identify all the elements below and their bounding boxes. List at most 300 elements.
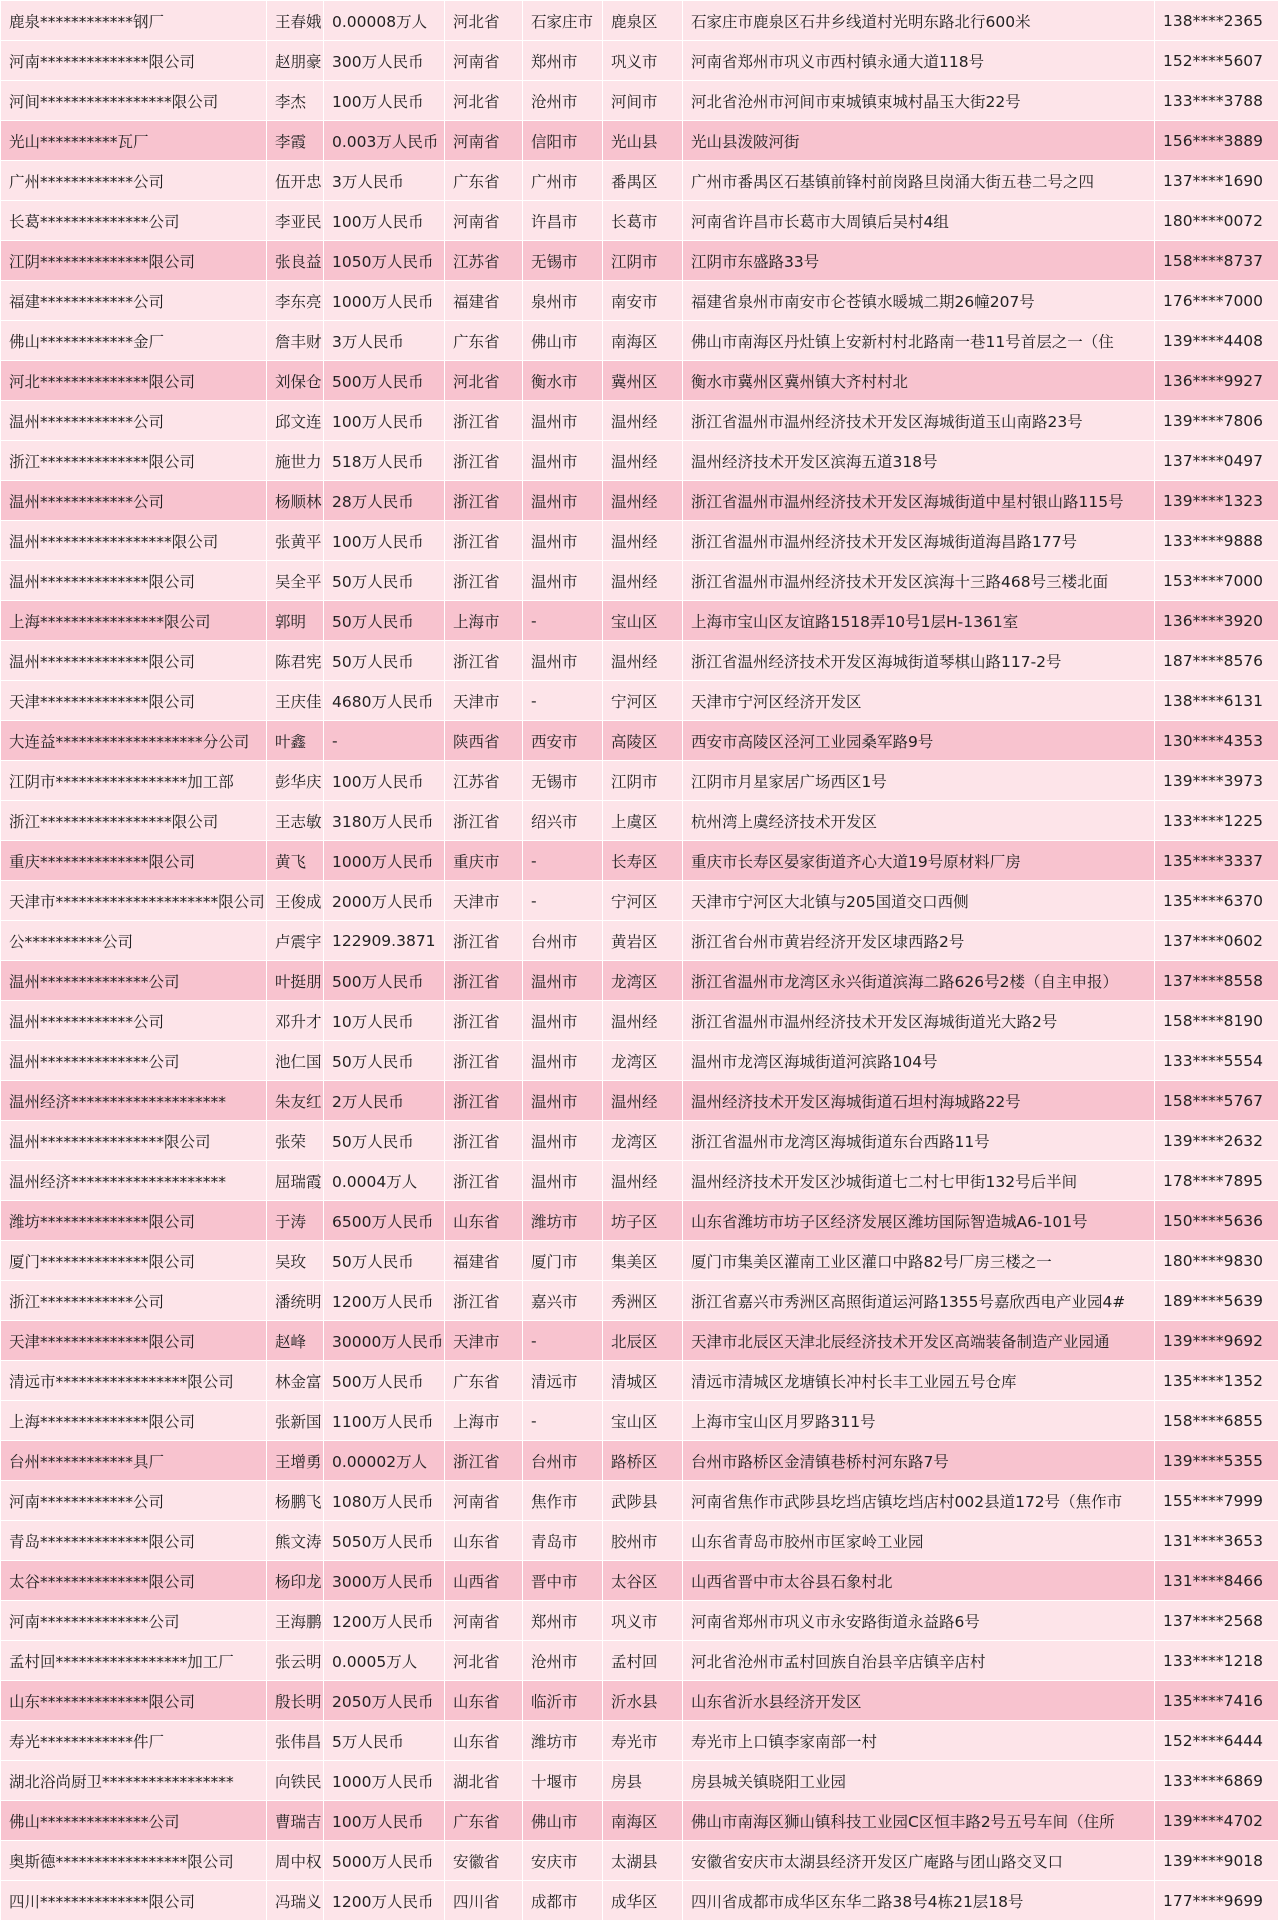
district-cell: 温州经 (603, 641, 683, 681)
address-cell: 浙江省温州经济技术开发区海城街道琴棋山路117-2号 (683, 641, 1155, 681)
company-name-cell: 孟村回*****************加工厂 (1, 1641, 267, 1681)
company-name-cell: 长葛**************公司 (1, 201, 267, 241)
phone-cell: 133****1225 (1155, 801, 1279, 841)
city-cell: 温州市 (523, 561, 603, 601)
registered-capital-cell: 50万人民币 (324, 1241, 445, 1281)
company-name-cell: 潍坊**************限公司 (1, 1201, 267, 1241)
company-name-cell: 温州**************公司 (1, 961, 267, 1001)
phone-cell: 131****8466 (1155, 1561, 1279, 1601)
province-cell: 浙江省 (445, 401, 523, 441)
province-cell: 浙江省 (445, 441, 523, 481)
city-cell: 衡水市 (523, 361, 603, 401)
registered-capital-cell: 3万人民币 (324, 321, 445, 361)
district-cell: 温州经 (603, 481, 683, 521)
district-cell: 黄岩区 (603, 921, 683, 961)
province-cell: 陕西省 (445, 721, 523, 761)
province-cell: 广东省 (445, 321, 523, 361)
province-cell: 河南省 (445, 1601, 523, 1641)
registered-capital-cell: 0.00008万人 (324, 1, 445, 41)
legal-person-cell: 刘保仓 (267, 361, 324, 401)
registered-capital-cell: 2万人民币 (324, 1081, 445, 1121)
registered-capital-cell: 5050万人民币 (324, 1521, 445, 1561)
district-cell: 秀洲区 (603, 1281, 683, 1321)
table-row (1, 1401, 1279, 1441)
company-name-cell: 江阴市*****************加工部 (1, 761, 267, 801)
company-name-cell: 浙江************公司 (1, 1281, 267, 1321)
address-cell: 浙江省温州市温州经济技术开发区海城街道玉山南路23号 (683, 401, 1155, 441)
phone-cell: 153****7000 (1155, 561, 1279, 601)
company-name-cell: 河南**************限公司 (1, 41, 267, 81)
legal-person-cell: 王增勇 (267, 1441, 324, 1481)
table-row (1, 121, 1279, 161)
district-cell: 温州经 (603, 441, 683, 481)
company-name-cell: 广州************公司 (1, 161, 267, 201)
company-name-cell: 上海****************限公司 (1, 601, 267, 641)
table-row (1, 921, 1279, 961)
province-cell: 天津市 (445, 1321, 523, 1361)
legal-person-cell: 詹丰财 (267, 321, 324, 361)
city-cell: 温州市 (523, 961, 603, 1001)
city-cell: 绍兴市 (523, 801, 603, 841)
phone-cell: 139****3973 (1155, 761, 1279, 801)
city-cell: 无锡市 (523, 241, 603, 281)
table-row (1, 561, 1279, 601)
legal-person-cell: 曹瑞吉 (267, 1801, 324, 1841)
registered-capital-cell: 30000万人民币 (324, 1321, 445, 1361)
address-cell: 山东省青岛市胶州市匡家岭工业园 (683, 1521, 1155, 1561)
province-cell: 河南省 (445, 121, 523, 161)
table-row (1, 1801, 1279, 1841)
district-cell: 温州经 (603, 561, 683, 601)
city-cell: 温州市 (523, 481, 603, 521)
phone-cell: 136****9927 (1155, 361, 1279, 401)
address-cell: 衡水市冀州区冀州镇大齐村村北 (683, 361, 1155, 401)
city-cell: 许昌市 (523, 201, 603, 241)
province-cell: 河北省 (445, 1, 523, 41)
registered-capital-cell: 100万人民币 (324, 81, 445, 121)
registered-capital-cell: 10万人民币 (324, 1001, 445, 1041)
table-row (1, 1281, 1279, 1321)
legal-person-cell: 杨鹏飞 (267, 1481, 324, 1521)
company-name-cell: 厦门**************限公司 (1, 1241, 267, 1281)
city-cell: 温州市 (523, 1121, 603, 1161)
registered-capital-cell: 3180万人民币 (324, 801, 445, 841)
table-row (1, 641, 1279, 681)
address-cell: 清远市清城区龙塘镇长冲村长丰工业园五号仓库 (683, 1361, 1155, 1401)
company-name-cell: 河间*****************限公司 (1, 81, 267, 121)
city-cell: 佛山市 (523, 1801, 603, 1841)
company-name-cell: 寿光************件厂 (1, 1721, 267, 1761)
address-cell: 石家庄市鹿泉区石井乡线道村光明东路北行600米 (683, 1, 1155, 41)
table-row (1, 81, 1279, 121)
address-cell: 上海市宝山区友谊路1518弄10号1层H-1361室 (683, 601, 1155, 641)
legal-person-cell: 张黄平 (267, 521, 324, 561)
table-row (1, 721, 1279, 761)
address-cell: 上海市宝山区月罗路311号 (683, 1401, 1155, 1441)
district-cell: 番禺区 (603, 161, 683, 201)
company-name-cell: 温州****************限公司 (1, 1121, 267, 1161)
legal-person-cell: 林金富 (267, 1361, 324, 1401)
company-name-cell: 温州经济******************** (1, 1081, 267, 1121)
address-cell: 温州经济技术开发区沙城街道七二村七甲街132号后半间 (683, 1161, 1155, 1201)
company-name-cell: 天津市*********************限公司 (1, 881, 267, 921)
registered-capital-cell: 50万人民币 (324, 601, 445, 641)
phone-cell: 138****6131 (1155, 681, 1279, 721)
table-row (1, 201, 1279, 241)
table-row (1, 801, 1279, 841)
address-cell: 西安市高陵区泾河工业园桑军路9号 (683, 721, 1155, 761)
registered-capital-cell: 1080万人民币 (324, 1481, 445, 1521)
registered-capital-cell: 50万人民币 (324, 641, 445, 681)
province-cell: 天津市 (445, 681, 523, 721)
legal-person-cell: 叶挺朋 (267, 961, 324, 1001)
table-row (1, 1601, 1279, 1641)
registered-capital-cell: 1000万人民币 (324, 1761, 445, 1801)
company-name-cell: 公**********公司 (1, 921, 267, 961)
phone-cell: 133****5554 (1155, 1041, 1279, 1081)
address-cell: 河北省沧州市河间市束城镇束城村晶玉大街22号 (683, 81, 1155, 121)
registered-capital-cell: 2000万人民币 (324, 881, 445, 921)
district-cell: 温州经 (603, 1001, 683, 1041)
address-cell: 浙江省温州市温州经济技术开发区海城街道光大路2号 (683, 1001, 1155, 1041)
address-cell: 山东省沂水县经济开发区 (683, 1681, 1155, 1721)
province-cell: 山东省 (445, 1201, 523, 1241)
phone-cell: 133****1218 (1155, 1641, 1279, 1681)
district-cell: 路桥区 (603, 1441, 683, 1481)
city-cell: 西安市 (523, 721, 603, 761)
legal-person-cell: 冯瑞义 (267, 1881, 324, 1921)
city-cell: 温州市 (523, 641, 603, 681)
legal-person-cell: 潘统明 (267, 1281, 324, 1321)
registered-capital-cell: - (324, 721, 445, 761)
city-cell: 安庆市 (523, 1841, 603, 1881)
company-name-cell: 太谷**************限公司 (1, 1561, 267, 1601)
table-row (1, 1561, 1279, 1601)
district-cell: 孟村回 (603, 1641, 683, 1681)
province-cell: 山东省 (445, 1721, 523, 1761)
registered-capital-cell: 50万人民币 (324, 561, 445, 601)
address-cell: 山西省晋中市太谷县石象村北 (683, 1561, 1155, 1601)
district-cell: 江阴市 (603, 761, 683, 801)
city-cell: 潍坊市 (523, 1201, 603, 1241)
district-cell: 长寿区 (603, 841, 683, 881)
phone-cell: 133****6869 (1155, 1761, 1279, 1801)
table-row (1, 1881, 1279, 1921)
province-cell: 山西省 (445, 1561, 523, 1601)
city-cell: - (523, 841, 603, 881)
district-cell: 高陵区 (603, 721, 683, 761)
legal-person-cell: 郭明 (267, 601, 324, 641)
table-row (1, 601, 1279, 641)
city-cell: 佛山市 (523, 321, 603, 361)
phone-cell: 176****7000 (1155, 281, 1279, 321)
phone-cell: 130****4353 (1155, 721, 1279, 761)
city-cell: 温州市 (523, 1001, 603, 1041)
legal-person-cell: 李东亮 (267, 281, 324, 321)
province-cell: 浙江省 (445, 1121, 523, 1161)
district-cell: 龙湾区 (603, 961, 683, 1001)
province-cell: 山东省 (445, 1681, 523, 1721)
registered-capital-cell: 100万人民币 (324, 1801, 445, 1841)
legal-person-cell: 伍开忠 (267, 161, 324, 201)
city-cell: 泉州市 (523, 281, 603, 321)
phone-cell: 177****9699 (1155, 1881, 1279, 1921)
table-row (1, 241, 1279, 281)
legal-person-cell: 杨顺林 (267, 481, 324, 521)
legal-person-cell: 赵峰 (267, 1321, 324, 1361)
registered-capital-cell: 1100万人民币 (324, 1401, 445, 1441)
registered-capital-cell: 100万人民币 (324, 521, 445, 561)
address-cell: 浙江省嘉兴市秀洲区高照街道运河路1355号嘉欣西电产业园4# (683, 1281, 1155, 1321)
legal-person-cell: 向铁民 (267, 1761, 324, 1801)
legal-person-cell: 张良益 (267, 241, 324, 281)
registered-capital-cell: 50万人民币 (324, 1041, 445, 1081)
company-name-cell: 台州************具厂 (1, 1441, 267, 1481)
district-cell: 胶州市 (603, 1521, 683, 1561)
city-cell: 无锡市 (523, 761, 603, 801)
company-name-cell: 湖北浴尚厨卫***************** (1, 1761, 267, 1801)
legal-person-cell: 李杰 (267, 81, 324, 121)
phone-cell: 131****3653 (1155, 1521, 1279, 1561)
address-cell: 重庆市长寿区晏家街道齐心大道19号原材料厂房 (683, 841, 1155, 881)
phone-cell: 135****7416 (1155, 1681, 1279, 1721)
city-cell: 嘉兴市 (523, 1281, 603, 1321)
district-cell: 南海区 (603, 321, 683, 361)
legal-person-cell: 王春娥 (267, 1, 324, 41)
province-cell: 浙江省 (445, 521, 523, 561)
province-cell: 浙江省 (445, 481, 523, 521)
registered-capital-cell: 6500万人民币 (324, 1201, 445, 1241)
district-cell: 龙湾区 (603, 1041, 683, 1081)
table-row (1, 1481, 1279, 1521)
city-cell: 温州市 (523, 1041, 603, 1081)
address-cell: 天津市北辰区天津北辰经济技术开发区高端装备制造产业园通 (683, 1321, 1155, 1361)
table-row (1, 1241, 1279, 1281)
province-cell: 四川省 (445, 1881, 523, 1921)
phone-cell: 138****2365 (1155, 1, 1279, 41)
city-cell: 焦作市 (523, 1481, 603, 1521)
table-row (1, 41, 1279, 81)
phone-cell: 187****8576 (1155, 641, 1279, 681)
district-cell: 沂水县 (603, 1681, 683, 1721)
company-name-cell: 天津**************限公司 (1, 1321, 267, 1361)
address-cell: 佛山市南海区丹灶镇上安新村村北路南一巷11号首层之一（住 (683, 321, 1155, 361)
registered-capital-cell: 50万人民币 (324, 1121, 445, 1161)
legal-person-cell: 邓升才 (267, 1001, 324, 1041)
district-cell: 宁河区 (603, 681, 683, 721)
company-name-cell: 温州************公司 (1, 481, 267, 521)
table-row (1, 1641, 1279, 1681)
company-name-cell: 温州经济******************** (1, 1161, 267, 1201)
phone-cell: 156****3889 (1155, 121, 1279, 161)
legal-person-cell: 张云明 (267, 1641, 324, 1681)
address-cell: 浙江省温州市温州经济技术开发区滨海十三路468号三楼北面 (683, 561, 1155, 601)
district-cell: 温州经 (603, 1161, 683, 1201)
district-cell: 光山县 (603, 121, 683, 161)
company-name-cell: 福建************公司 (1, 281, 267, 321)
registered-capital-cell: 2050万人民币 (324, 1681, 445, 1721)
district-cell: 北辰区 (603, 1321, 683, 1361)
legal-person-cell: 池仁国 (267, 1041, 324, 1081)
city-cell: 温州市 (523, 401, 603, 441)
district-cell: 太湖县 (603, 1841, 683, 1881)
table-row (1, 441, 1279, 481)
company-name-cell: 温州************公司 (1, 1001, 267, 1041)
address-cell: 河北省沧州市孟村回族自治县辛店镇辛店村 (683, 1641, 1155, 1681)
city-cell: 清远市 (523, 1361, 603, 1401)
phone-cell: 180****0072 (1155, 201, 1279, 241)
registered-capital-cell: 500万人民币 (324, 361, 445, 401)
table-row (1, 1321, 1279, 1361)
address-cell: 河南省许昌市长葛市大周镇后吴村4组 (683, 201, 1155, 241)
district-cell: 成华区 (603, 1881, 683, 1921)
city-cell: 台州市 (523, 921, 603, 961)
address-cell: 寿光市上口镇李家南部一村 (683, 1721, 1155, 1761)
company-name-cell: 上海**************限公司 (1, 1401, 267, 1441)
city-cell: 广州市 (523, 161, 603, 201)
address-cell: 福建省泉州市南安市仑苍镇水暖城二期26幢207号 (683, 281, 1155, 321)
table-row (1, 1041, 1279, 1081)
city-cell: 十堰市 (523, 1761, 603, 1801)
province-cell: 重庆市 (445, 841, 523, 881)
city-cell: 临沂市 (523, 1681, 603, 1721)
phone-cell: 139****9692 (1155, 1321, 1279, 1361)
phone-cell: 189****5639 (1155, 1281, 1279, 1321)
city-cell: 郑州市 (523, 41, 603, 81)
company-name-cell: 河南**************公司 (1, 1601, 267, 1641)
table-row (1, 1201, 1279, 1241)
city-cell: - (523, 1321, 603, 1361)
company-name-cell: 江阴**************限公司 (1, 241, 267, 281)
city-cell: 潍坊市 (523, 1721, 603, 1761)
company-name-cell: 温州*****************限公司 (1, 521, 267, 561)
province-cell: 浙江省 (445, 1001, 523, 1041)
address-cell: 天津市宁河区大北镇与205国道交口西侧 (683, 881, 1155, 921)
registered-capital-cell: 1000万人民币 (324, 281, 445, 321)
table-row (1, 681, 1279, 721)
city-cell: 沧州市 (523, 1641, 603, 1681)
table-row (1, 1, 1279, 41)
table-row (1, 761, 1279, 801)
province-cell: 河南省 (445, 41, 523, 81)
registered-capital-cell: 500万人民币 (324, 1361, 445, 1401)
registered-capital-cell: 5000万人民币 (324, 1841, 445, 1881)
province-cell: 福建省 (445, 281, 523, 321)
phone-cell: 139****5355 (1155, 1441, 1279, 1481)
company-name-cell: 河北**************限公司 (1, 361, 267, 401)
phone-cell: 158****8190 (1155, 1001, 1279, 1041)
registered-capital-cell: 0.00002万人 (324, 1441, 445, 1481)
company-name-cell: 温州**************限公司 (1, 641, 267, 681)
phone-cell: 133****9888 (1155, 521, 1279, 561)
company-name-cell: 浙江**************限公司 (1, 441, 267, 481)
address-cell: 浙江省温州市龙湾区永兴街道滨海二路626号2楼（自主申报） (683, 961, 1155, 1001)
phone-cell: 137****2568 (1155, 1601, 1279, 1641)
company-name-cell: 大连益*******************分公司 (1, 721, 267, 761)
registered-capital-cell: 100万人民币 (324, 201, 445, 241)
address-cell: 安徽省安庆市太湖县经济开发区广庵路与团山路交叉口 (683, 1841, 1155, 1881)
address-cell: 天津市宁河区经济开发区 (683, 681, 1155, 721)
table-row (1, 1001, 1279, 1041)
company-name-cell: 河南************公司 (1, 1481, 267, 1521)
city-cell: 温州市 (523, 441, 603, 481)
district-cell: 宁河区 (603, 881, 683, 921)
city-cell: 厦门市 (523, 1241, 603, 1281)
district-cell: 巩义市 (603, 41, 683, 81)
table-row (1, 161, 1279, 201)
address-cell: 广州市番禺区石基镇前锋村前岗路旦岗涌大街五巷二号之四 (683, 161, 1155, 201)
table-row (1, 841, 1279, 881)
province-cell: 河北省 (445, 1641, 523, 1681)
district-cell: 坊子区 (603, 1201, 683, 1241)
address-cell: 佛山市南海区狮山镇科技工业园C区恒丰路2号五号车间（住所 (683, 1801, 1155, 1841)
registered-capital-cell: 0.0004万人 (324, 1161, 445, 1201)
company-name-cell: 温州**************限公司 (1, 561, 267, 601)
city-cell: 温州市 (523, 1081, 603, 1121)
legal-person-cell: 李霞 (267, 121, 324, 161)
city-cell: 青岛市 (523, 1521, 603, 1561)
phone-cell: 136****3920 (1155, 601, 1279, 641)
registered-capital-cell: 1200万人民币 (324, 1601, 445, 1641)
legal-person-cell: 熊文涛 (267, 1521, 324, 1561)
province-cell: 山东省 (445, 1521, 523, 1561)
registered-capital-cell: 1000万人民币 (324, 841, 445, 881)
legal-person-cell: 殷长明 (267, 1681, 324, 1721)
city-cell: 成都市 (523, 1881, 603, 1921)
legal-person-cell: 彭华庆 (267, 761, 324, 801)
province-cell: 浙江省 (445, 1281, 523, 1321)
district-cell: 清城区 (603, 1361, 683, 1401)
province-cell: 河北省 (445, 361, 523, 401)
address-cell: 温州经济技术开发区海城街道石坦村海城路22号 (683, 1081, 1155, 1121)
province-cell: 河北省 (445, 81, 523, 121)
phone-cell: 139****4702 (1155, 1801, 1279, 1841)
province-cell: 浙江省 (445, 961, 523, 1001)
registered-capital-cell: 28万人民币 (324, 481, 445, 521)
table-row (1, 521, 1279, 561)
address-cell: 温州市龙湾区海城街道河滨路104号 (683, 1041, 1155, 1081)
registered-capital-cell: 0.003万人民币 (324, 121, 445, 161)
legal-person-cell: 赵朋豪 (267, 41, 324, 81)
address-cell: 浙江省温州市龙湾区海城街道东台西路11号 (683, 1121, 1155, 1161)
province-cell: 浙江省 (445, 921, 523, 961)
province-cell: 安徽省 (445, 1841, 523, 1881)
registered-capital-cell: 1200万人民币 (324, 1281, 445, 1321)
table-row (1, 1161, 1279, 1201)
company-name-cell: 奥斯德*****************限公司 (1, 1841, 267, 1881)
address-cell: 浙江省温州市温州经济技术开发区海城街道海昌路177号 (683, 521, 1155, 561)
district-cell: 南安市 (603, 281, 683, 321)
table-row (1, 1081, 1279, 1121)
province-cell: 河南省 (445, 201, 523, 241)
registered-capital-cell: 300万人民币 (324, 41, 445, 81)
district-cell: 长葛市 (603, 201, 683, 241)
district-cell: 宝山区 (603, 1401, 683, 1441)
province-cell: 河南省 (445, 1481, 523, 1521)
phone-cell: 137****0602 (1155, 921, 1279, 961)
legal-person-cell: 朱友红 (267, 1081, 324, 1121)
phone-cell: 139****7806 (1155, 401, 1279, 441)
city-cell: 温州市 (523, 1161, 603, 1201)
company-name-cell: 山东**************限公司 (1, 1681, 267, 1721)
province-cell: 江苏省 (445, 761, 523, 801)
legal-person-cell: 王俊成 (267, 881, 324, 921)
district-cell: 温州经 (603, 401, 683, 441)
table-row (1, 961, 1279, 1001)
phone-cell: 133****3788 (1155, 81, 1279, 121)
legal-person-cell: 周中权 (267, 1841, 324, 1881)
table-row (1, 881, 1279, 921)
